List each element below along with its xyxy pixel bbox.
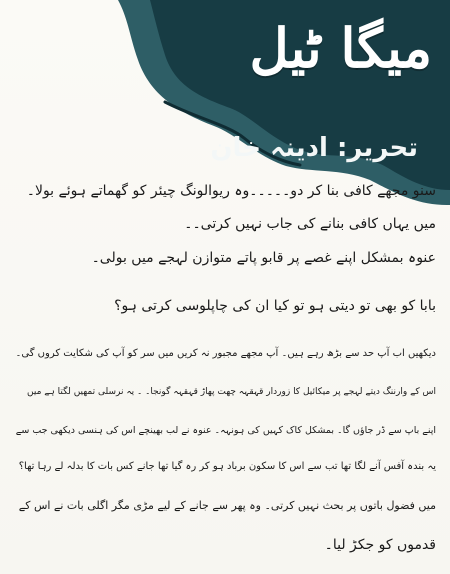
story-line: یہ بندہ آفس آنے لگا تھا تب سے اس کا سکون برباد ہو کر رہ گیا تھا جانے کس بات کا بدلہ لے رہا تھا؟ xyxy=(18,461,436,472)
story-line: میں یہاں کافی بنانے کی جاب نہیں کرتی۔۔ xyxy=(184,216,436,232)
story-line: سنو مجھے کافی بنا کر دو۔۔۔۔۔وہ ریوالونگ چیئر کو گھماتے ہوئے بولا۔ xyxy=(26,183,436,199)
story-title: میگا ٹیل xyxy=(249,16,432,80)
story-line: دیکھیں اب آپ حد سے بڑھ رہے ہیں۔ آپ مجھے مجبور نہ کریں میں سر کو آپ کی شکایت کروں گی۔ xyxy=(15,348,436,359)
story-line: اس کے وارننگ دیتے لہجے پر میکائیل کا زوردار قہقہہ چھت پھاڑ قہقہہ گونجا۔ ۔ یہ نرسلی تمھیں لگتا ہے میں xyxy=(27,387,436,397)
story-line: میں فضول باتوں پر بحث نہیں کرتی۔ وہ پھر سے جانے کے لیے مڑی مگر اگلی بات نے اس کے xyxy=(18,499,436,512)
story-line: عنوہ بمشکل اپنے غصے پر قابو پاتے متوازن لہجے میں بولی۔ xyxy=(91,250,436,266)
author-byline: تحریر: ادینہ خان xyxy=(210,133,418,163)
story-line: قدموں کو جکڑ لیا۔ xyxy=(324,537,436,553)
story-line: اپنے باپ سے ڈر جاؤں گا۔ بمشکل کاک کہیں کی ہونہہ۔ عنوہ نے لب بھینچے اس کی ہنسی دیکھی جب سے xyxy=(15,425,436,436)
story-line: بابا کو بھی تو دیتی ہو تو کیا ان کی چاپلوسی کرتی ہو؟ xyxy=(114,298,436,314)
